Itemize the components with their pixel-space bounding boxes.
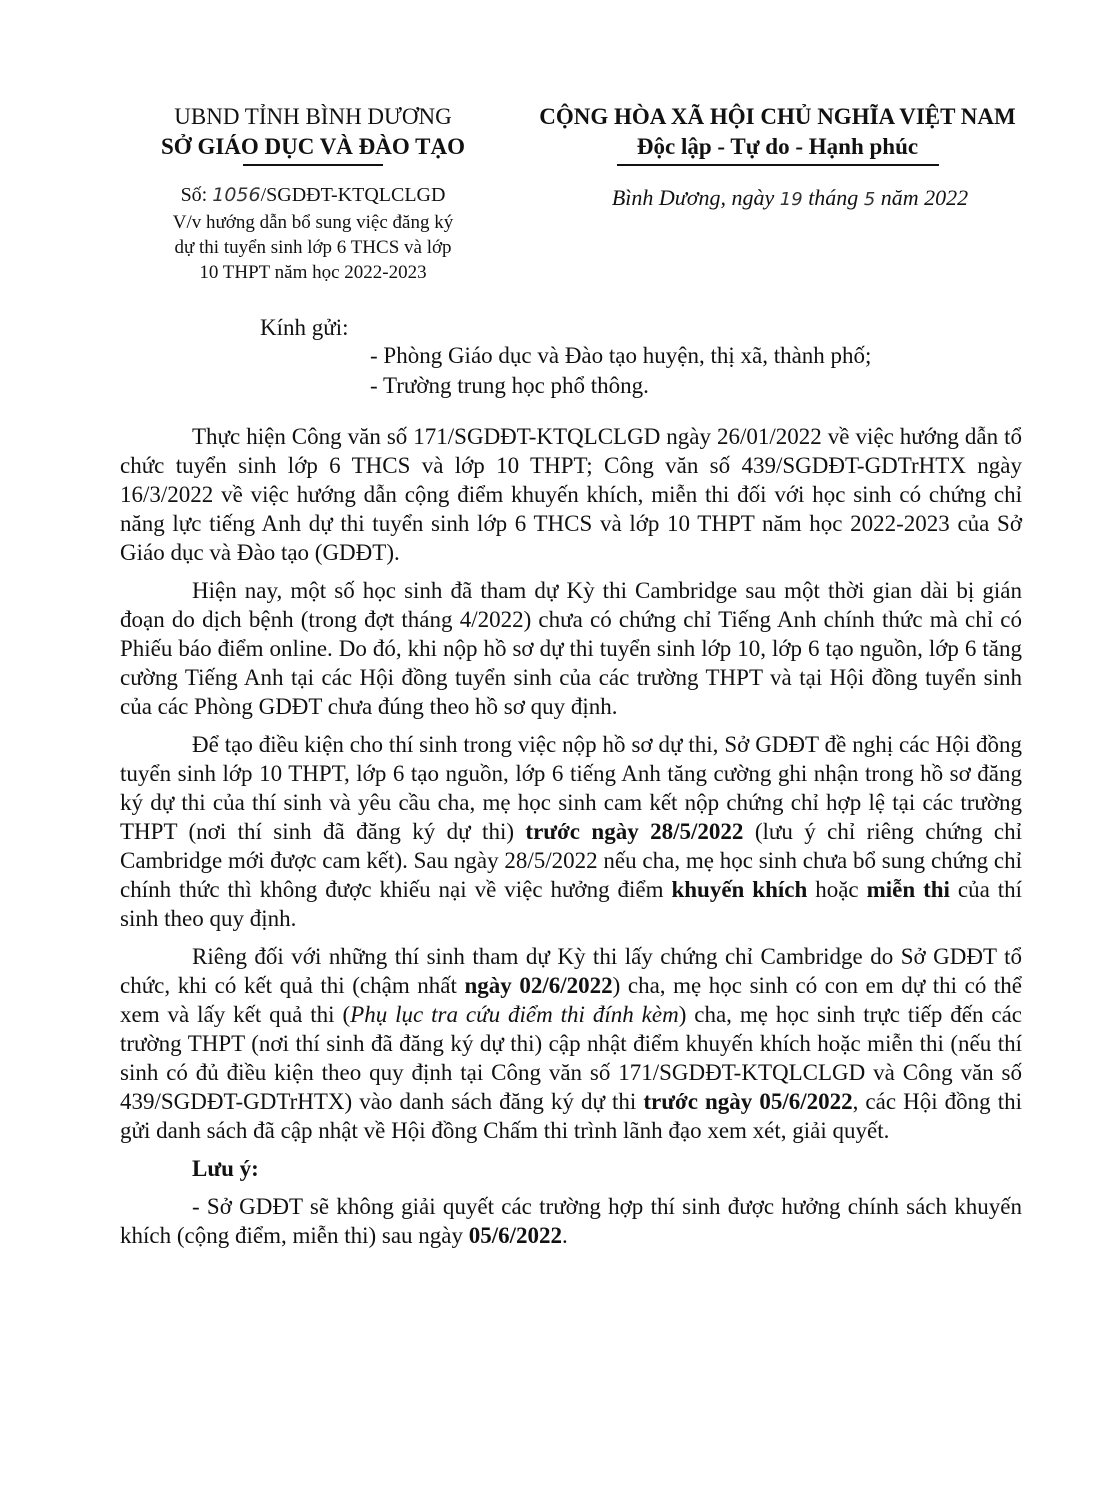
p3-deadline: trước ngày 28/5/2022 [525,819,744,844]
doc-number-suffix: /SGDĐT-KTQLCLGD [260,184,446,206]
country-name: CỘNG HÒA XÃ HỘI CHỦ NGHĨA VIỆT NAM [539,104,1016,129]
note-item [120,1192,1022,1250]
date-day: 19 [779,189,803,210]
p4-appendix-ref: Phụ lục tra cứu điểm thi đính kèm [350,1002,679,1027]
recipient-list [370,341,871,401]
p4-deadline: trước ngày 05/6/2022 [643,1089,853,1114]
place-date [540,185,1040,211]
p3-bold-term: miễn thi [866,877,950,902]
note-text: - Sở GDĐT sẽ không giải quyết các trường hợp thí sinh được hưởng chính sách khuyến khích (cộng điểm, miễn thi) sau ngày [120,1194,1022,1248]
p4-date: ngày 02/6/2022 [464,973,613,998]
document-subject [118,210,508,285]
subject-line-2: dự thi tuyển sinh lớp 6 THCS và lớp [174,237,452,258]
p3-bold-term: khuyến khích [671,877,808,902]
date-year: năm 2022 [875,185,969,210]
note-text: . [562,1223,568,1248]
motto-text: Độc lập - Tự do - Hạnh phúc [636,134,919,159]
doc-number-prefix: Số: [180,184,213,206]
subject-line-3: 10 THPT năm học 2022-2023 [199,262,427,283]
national-motto [505,102,1050,166]
note-heading: Lưu ý: [192,1156,259,1181]
doc-number-handwritten: 1056 [212,184,261,206]
paragraph-1: Thực hiện Công văn số 171/SGDĐT-KTQLCLGD ngày 26/01/2022 về việc hướng dẫn tổ chức tuyển sinh lớp 6 THCS và lớp 10 THPT; Công văn số 439/SGDĐT-GDTrHTX ngày 16/3/2022 về việc hướng dẫn cộng điểm khuyến khích, miễn thi đối với học sinh có chứng chỉ năng lực tiếng Anh dự thi tuyển sinh lớp 6 THCS và lớp 10 THPT năm học 2022-2023 của Sở Giáo dục và Đào tạo (GDĐT). [120,424,1022,565]
paragraph-3 [120,730,1022,933]
p3-text: của thí sinh theo quy định. [120,877,1023,931]
recipient-item: - Phòng Giáo dục và Đào tạo huyện, thị xã, thành phố; [370,343,872,368]
p3-text: (lưu ý chỉ riêng chứng chỉ Cambridge mới được cam kết). Sau ngày 28/5/2022 nếu cha, mẹ học sinh chưa bổ sung chứng chỉ chính thức thì không được khiếu nại về việc hưởng điểm [120,819,1022,902]
p4-text: ) cha, mẹ học sinh có con em dự thi có thể xem và lấy kết quả thi ( [120,973,1022,1027]
p4-text: Riêng đối với những thí sinh tham dự Kỳ thi lấy chứng chỉ Cambridge do Sở GDĐT tổ chức, khi có kết quả thi (chậm nhất [120,944,1022,998]
p3-text: Để tạo điều kiện cho thí sinh trong việc nộp hồ sơ dự thi, Sở GDĐT đề nghị các Hội đồng tuyển sinh lớp 10 THPT, lớp 6 tạo nguồn, lớp 6 tiếng Anh tăng cường ghi nhận trong hồ sơ đăng ký dự thi của thí sinh và yêu cầu cha, mẹ học sinh cam kết nộp chứng chỉ hợp lệ tại các trường THPT (nơi thí sinh đã đăng ký dự thi) [120,732,1022,844]
note-date: 05/6/2022 [468,1223,563,1248]
paragraph-4 [120,942,1022,1145]
greeting: Kính gửi: [260,315,349,340]
paragraph-2: Hiện nay, một số học sinh đã tham dự Kỳ thi Cambridge sau một thời gian dài bị gián đoạn do dịch bệnh (trong đợt tháng 4/2022) chưa có chứng chỉ Tiếng Anh chính thức mà chỉ có Phiếu báo điểm online. Do đó, khi nộp hồ sơ dự thi tuyển sinh lớp 10, lớp 6 tạo nguồn, lớp 6 tăng cường Tiếng Anh tại các Hội đồng tuyển sinh của các trường THPT và tại Hội đồng tuyển sinh của các Phòng GDĐT chưa đúng theo hồ sơ quy định. [120,578,1022,719]
document-number [118,183,508,208]
p4-text: , các Hội đồng thi gửi danh sách đã cập nhật về Hội đồng Chấm thi trình lãnh đạo xem xét, giải quyết. [120,1089,1022,1143]
date-month: 5 [863,189,876,210]
agency-parent: UBND TỈNH BÌNH DƯƠNG [174,104,452,129]
document-body [120,422,1022,1259]
subject-line-1: V/v hướng dẫn bổ sung việc đăng ký [172,212,454,233]
recipient-item: - Trường trung học phổ thông. [370,373,649,398]
agency-name: SỞ GIÁO DỤC VÀ ĐÀO TẠO [161,134,465,159]
motto-underline [617,164,939,166]
p4-text: ) cha, mẹ học sinh trực tiếp đến các trường THPT (nơi thí sinh đã đăng ký dự thi) cập nhật điểm khuyến khích hoặc miễn thi (nếu thí sinh có đủ điều kiện theo quy định tại Công văn số 171/SGDĐT-KTQLCLGD và Công văn số 439/SGDĐT-GDTrHTX) vào danh sách đăng ký dự thi [120,1002,1023,1114]
agency-underline [243,164,383,166]
date-prefix: Bình Dương, ngày [611,185,780,210]
date-month-prefix: tháng [802,185,864,210]
issuing-agency [118,102,508,166]
p3-text: hoặc [807,877,867,902]
